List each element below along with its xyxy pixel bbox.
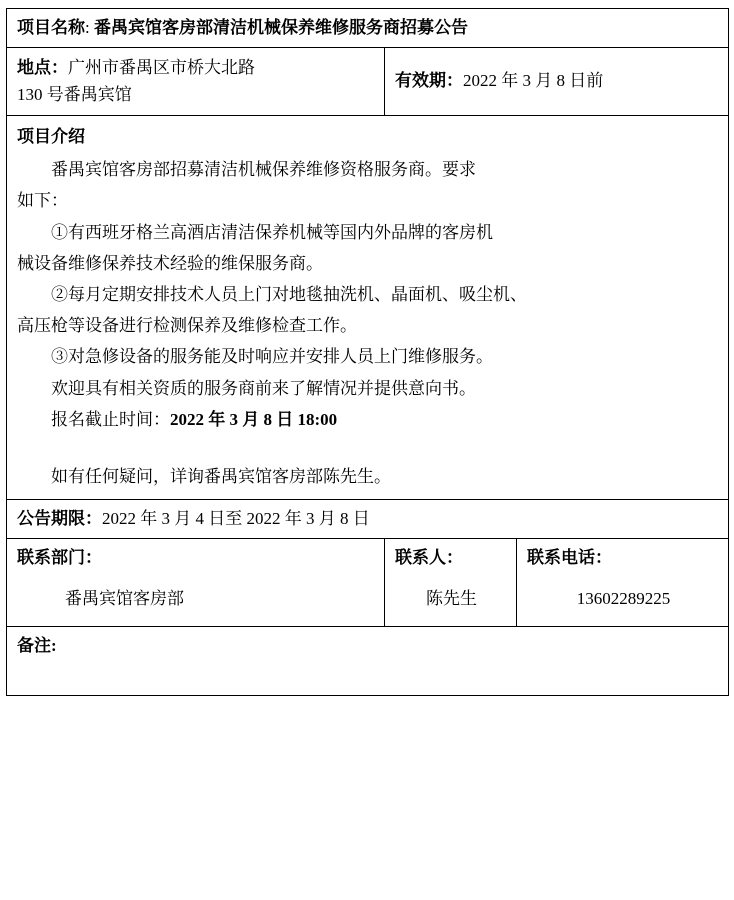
requirement-item-1-cont: 械设备维修保养技术经验的维保服务商。: [17, 253, 323, 273]
intro-paragraph-1-cont: 如下：: [17, 191, 68, 211]
requirement-item-2-cont: 高压枪等设备进行检测保养及维修检查工作。: [17, 316, 357, 336]
location-cell: [7, 47, 385, 115]
deadline-line: [17, 405, 720, 434]
item-2-marker: ②: [51, 285, 68, 304]
location-line-2: 130 号番禺宾馆: [17, 85, 132, 105]
location-value-1: 广州市番禺区市桥大北路: [68, 57, 255, 77]
table-row: [7, 9, 729, 48]
announcement-table: [6, 8, 729, 696]
project-name-value: 番禺宾馆客房部清洁机械保养维修服务商招募公告: [93, 18, 468, 37]
item-3-marker: ③: [51, 347, 68, 367]
remark-cell: [7, 626, 729, 695]
table-row: [7, 500, 729, 539]
item-2-text: 每月定期安排技术人员上门对地毯抽洗机、晶面机、吸尘机、: [68, 285, 527, 304]
contact-dept-label: 联系部门：: [17, 547, 102, 567]
location-label: 地点：: [17, 57, 68, 77]
requirement-item-2: [17, 280, 720, 309]
intro-spacer: [17, 436, 720, 462]
table-row: [7, 115, 729, 500]
item-1-marker: ①: [51, 222, 68, 242]
project-name-colon: :: [85, 18, 90, 37]
requirement-item-1: [17, 218, 720, 247]
intro-heading: 项目介绍: [17, 126, 85, 146]
contact-person-label: 联系人：: [395, 547, 463, 567]
table-row: [7, 47, 729, 115]
notice-period-value: 2022 年 3 月 4 日至 2022 年 3 月 8 日: [102, 509, 370, 529]
table-row: [7, 626, 729, 695]
table-row: [7, 538, 729, 626]
notice-period-cell: [7, 500, 729, 539]
item-3-text: 对急修设备的服务能及时响应并安排人员上门维修服务。: [68, 347, 493, 367]
validity-label: 有效期：: [395, 71, 463, 91]
requirement-item-3: [17, 342, 720, 371]
intro-paragraph-1: 番禺宾馆客房部招募清洁机械保养维修资格服务商。要求: [51, 160, 476, 180]
contact-dept-value: 番禺宾馆客房部: [65, 589, 184, 609]
notice-period-label: 公告期限：: [17, 509, 102, 529]
question-text: 如有任何疑问，详询番禺宾馆客房部陈先生。: [51, 467, 391, 487]
validity-value: 2022 年 3 月 8 日前: [463, 71, 604, 91]
deadline-label: 报名截止时间：: [51, 409, 170, 429]
contact-phone-label: 联系电话：: [527, 547, 612, 567]
deadline-value: 2022 年 3 月 8 日 18:00: [170, 409, 338, 429]
contact-person-value: 陈先生: [426, 589, 477, 609]
validity-cell: [385, 47, 729, 115]
project-name-label: 项目名称: [17, 18, 85, 37]
contact-phone-cell: [517, 538, 729, 626]
contact-phone-value: 13602289225: [576, 589, 671, 609]
contact-dept-cell: [7, 538, 385, 626]
welcome-text: 欢迎具有相关资质的服务商前来了解情况并提供意向书。: [51, 378, 476, 398]
location-line-1: [17, 54, 376, 82]
remark-label: 备注:: [17, 635, 57, 655]
contact-person-cell: [385, 538, 517, 626]
project-name-cell: [7, 9, 729, 48]
item-1-text: 有西班牙格兰高酒店清洁保养机械等国内外品牌的客房机: [68, 222, 493, 242]
intro-cell: [7, 115, 729, 500]
